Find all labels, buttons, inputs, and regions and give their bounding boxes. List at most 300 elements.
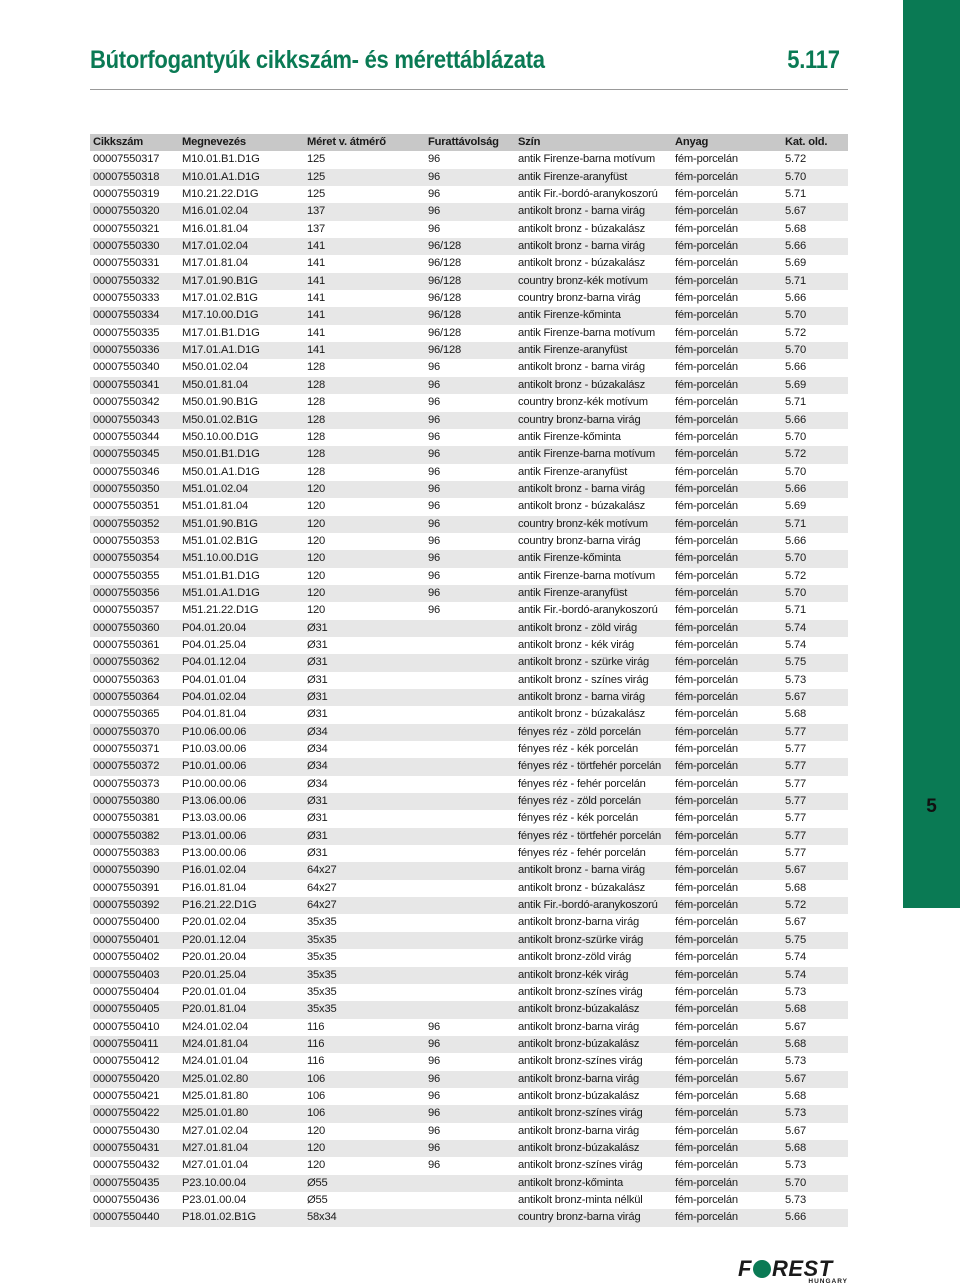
cell-material: fém-porcelán (675, 847, 738, 860)
cell-article-number: 00007550344 (93, 430, 160, 443)
cell-catalog-page: 5.72 (785, 326, 806, 339)
table-row (90, 1053, 848, 1070)
cell-catalog-page: 5.71 (785, 604, 806, 617)
cell-material: fém-porcelán (675, 708, 738, 721)
cell-material: fém-porcelán (672, 1140, 782, 1157)
table-row (90, 793, 848, 810)
table-row (90, 1140, 848, 1157)
table-row (90, 914, 848, 931)
cell-article-number: 00007550340 (93, 361, 160, 374)
logo-globe-icon (753, 1260, 771, 1278)
cell-size: 116 (307, 1020, 325, 1033)
cell-material: fém-porcelán (672, 342, 782, 359)
cell-color: antikolt bronz - színes virág (518, 673, 649, 686)
cell-catalog-page: 5.71 (782, 516, 848, 533)
table-row (90, 1209, 848, 1226)
cell-hole-distance (425, 967, 515, 984)
cell-article-number: 00007550382 (90, 828, 179, 845)
cell-hole-distance: 96 (428, 1020, 441, 1033)
cell-hole-distance (425, 793, 515, 810)
cell-material: fém-porcelán (672, 273, 782, 290)
cell-hole-distance (425, 1192, 515, 1209)
cell-name: M50.01.81.04 (179, 377, 304, 394)
header-color: Szín (515, 134, 672, 151)
cell-material: fém-porcelán (675, 326, 738, 339)
cell-article-number: 00007550334 (90, 307, 179, 324)
cell-article-number: 00007550431 (90, 1140, 179, 1157)
cell-catalog-page: 5.71 (785, 188, 806, 201)
cell-hole-distance: 96 (425, 446, 515, 463)
cell-name: P10.03.00.06 (182, 743, 247, 756)
cell-material: fém-porcelán (672, 1036, 782, 1053)
cell-hole-distance: 96 (428, 1089, 441, 1102)
cell-catalog-page: 5.68 (782, 1001, 848, 1018)
cell-material: fém-porcelán (672, 446, 782, 463)
cell-article-number: 00007550391 (93, 881, 160, 894)
cell-article-number: 00007550356 (90, 585, 179, 602)
cell-catalog-page: 5.66 (785, 534, 806, 547)
cell-catalog-page: 5.67 (782, 689, 848, 706)
cell-name: P04.01.81.04 (182, 708, 247, 721)
cell-name: M51.01.B1.D1G (182, 569, 260, 582)
cell-name: M51.21.22.D1G (182, 604, 259, 617)
cell-name: M25.01.02.80 (179, 1071, 304, 1088)
cell-article-number: 00007550319 (93, 188, 160, 201)
cell-material: fém-porcelán (672, 689, 782, 706)
cell-name: P10.06.00.06 (179, 724, 304, 741)
cell-size: 120 (307, 1124, 326, 1137)
cell-size: 128 (307, 361, 326, 374)
cell-size: Ø31 (307, 812, 328, 825)
cell-article-number: 00007550355 (93, 569, 160, 582)
cell-hole-distance: 96 (425, 516, 515, 533)
cell-article-number: 00007550404 (93, 985, 160, 998)
cell-color: fényes réz - kék porcelán (518, 812, 638, 825)
cell-size: 120 (307, 604, 326, 617)
cell-size: 141 (307, 257, 326, 270)
cell-article-number: 00007550352 (90, 516, 179, 533)
cell-catalog-page: 5.75 (782, 932, 848, 949)
cell-name: M50.01.90.B1G (182, 396, 258, 409)
logo-letters-rest: REST (771, 1256, 833, 1281)
cell-material: fém-porcelán (675, 153, 738, 166)
cell-material: fém-porcelán (672, 238, 782, 255)
table-row (90, 342, 848, 359)
cell-hole-distance: 96 (425, 585, 515, 602)
table-row (90, 984, 848, 1001)
cell-name: P13.01.00.06 (179, 828, 304, 845)
cell-name: M50.01.B1.D1G (179, 446, 304, 463)
cell-hole-distance (425, 932, 515, 949)
cell-size: 116 (304, 1036, 425, 1053)
cell-size: Ø31 (304, 620, 425, 637)
cell-catalog-page: 5.77 (785, 812, 806, 825)
cell-article-number: 00007550436 (93, 1193, 160, 1206)
cell-color: antikolt bronz-barna virág (518, 1124, 640, 1137)
cell-catalog-page: 5.77 (785, 777, 806, 790)
cell-catalog-page: 5.73 (785, 1055, 806, 1068)
table-row (90, 359, 848, 376)
cell-name: M10.01.A1.D1G (179, 169, 304, 186)
cell-color: antikolt bronz - búzakalász (518, 222, 646, 235)
cell-article-number: 00007550321 (93, 222, 160, 235)
cell-catalog-page: 5.66 (785, 361, 806, 374)
cell-name: P16.21.22.D1G (179, 897, 304, 914)
table-header-row (90, 134, 848, 151)
header-article-number: Cikkszám (90, 134, 179, 151)
cell-catalog-page: 5.73 (785, 985, 806, 998)
cell-catalog-page: 5.74 (785, 638, 806, 651)
table-row (90, 741, 848, 758)
cell-catalog-page: 5.67 (785, 1020, 806, 1033)
cell-hole-distance: 96 (425, 1140, 515, 1157)
cell-article-number: 00007550363 (93, 673, 160, 686)
cell-size: 128 (307, 465, 326, 478)
table-row (90, 255, 848, 272)
cell-hole-distance: 96 (428, 604, 441, 617)
cell-color: antikolt bronz-barna virág (518, 916, 640, 929)
cell-hole-distance: 96 (428, 188, 441, 201)
table-row (90, 446, 848, 463)
cell-size: Ø31 (304, 828, 425, 845)
cell-material: fém-porcelán (675, 430, 738, 443)
cell-name: M17.01.B1.D1G (182, 326, 260, 339)
cell-article-number: 00007550336 (90, 342, 179, 359)
cell-size: 141 (304, 307, 425, 324)
table-row (90, 186, 848, 203)
cell-size: 64x27 (304, 862, 425, 879)
chapter-side-tab (903, 0, 960, 908)
cell-size: 106 (304, 1105, 425, 1122)
cell-hole-distance (425, 776, 515, 793)
cell-hole-distance: 96 (428, 222, 441, 235)
cell-size: 120 (304, 1140, 425, 1157)
cell-article-number: 00007550317 (93, 153, 160, 166)
table-row (90, 325, 848, 342)
cell-hole-distance: 96 (428, 396, 441, 409)
cell-hole-distance (425, 984, 515, 1001)
page-title: Bútorfogantyúk cikkszám- és mérettáblázata (90, 46, 545, 74)
cell-material: fém-porcelán (675, 604, 738, 617)
cell-size: 125 (307, 153, 326, 166)
table-row (90, 620, 848, 637)
cell-size: Ø31 (307, 638, 328, 651)
cell-material: fém-porcelán (672, 897, 782, 914)
cell-color: antikolt bronz-búzakalász (515, 1140, 672, 1157)
cell-name: M50.10.00.D1G (182, 430, 259, 443)
cell-material: fém-porcelán (672, 724, 782, 741)
cell-size: 35x35 (307, 985, 337, 998)
cell-article-number: 00007550365 (93, 708, 160, 721)
cell-material: fém-porcelán (675, 777, 738, 790)
cell-material: fém-porcelán (675, 292, 738, 305)
cell-article-number: 00007550362 (90, 654, 179, 671)
table-row (90, 464, 848, 481)
cell-size: 120 (304, 481, 425, 498)
cell-color: antikolt bronz-barna virág (515, 1071, 672, 1088)
cell-catalog-page: 5.71 (785, 396, 806, 409)
cell-catalog-page: 5.77 (782, 724, 848, 741)
cell-hole-distance (425, 741, 515, 758)
cell-name: M27.01.01.04 (182, 1159, 249, 1172)
cell-color: antikolt bronz-minta nélkül (518, 1193, 643, 1206)
cell-name: M50.01.02.B1G (179, 412, 304, 429)
cell-color: antik Firenze-barna motívum (515, 446, 672, 463)
cell-hole-distance: 96/128 (428, 257, 462, 270)
cell-size: 120 (307, 569, 326, 582)
cell-material: fém-porcelán (675, 1193, 738, 1206)
cell-name: M17.01.81.04 (182, 257, 249, 270)
cell-name: P20.01.02.04 (182, 916, 247, 929)
cell-size: 137 (304, 203, 425, 220)
cell-size: 141 (304, 238, 425, 255)
cell-name: M17.01.90.B1G (179, 273, 304, 290)
cell-hole-distance (425, 845, 515, 862)
cell-hole-distance (425, 689, 515, 706)
cell-hole-distance (425, 724, 515, 741)
cell-size: 141 (304, 342, 425, 359)
cell-catalog-page: 5.68 (782, 1140, 848, 1157)
cell-name: P04.01.01.04 (182, 673, 247, 686)
cell-color: fényes réz - fehér porcelán (518, 777, 646, 790)
cell-catalog-page: 5.74 (782, 967, 848, 984)
table-row (90, 169, 848, 186)
table-row (90, 550, 848, 567)
cell-size: 120 (304, 550, 425, 567)
cell-article-number: 00007550318 (90, 169, 179, 186)
header-material: Anyag (672, 134, 782, 151)
cell-material: fém-porcelán (675, 1055, 738, 1068)
cell-article-number: 00007550354 (90, 550, 179, 567)
table-row (90, 758, 848, 775)
cell-catalog-page: 5.68 (785, 881, 806, 894)
table-row (90, 498, 848, 515)
cell-size: 35x35 (304, 967, 425, 984)
table-row (90, 897, 848, 914)
cell-material: fém-porcelán (672, 828, 782, 845)
cell-hole-distance: 96/128 (428, 326, 462, 339)
cell-catalog-page: 5.66 (782, 481, 848, 498)
cell-material: fém-porcelán (672, 1209, 782, 1226)
cell-hole-distance (425, 1001, 515, 1018)
cell-name: M51.01.02.04 (179, 481, 304, 498)
chapter-number: 5 (926, 796, 937, 817)
cell-name: P20.01.12.04 (179, 932, 304, 949)
cell-article-number: 00007550432 (93, 1159, 160, 1172)
table-row (90, 1192, 848, 1209)
cell-color: antikolt bronz-színes virág (518, 985, 643, 998)
cell-material: fém-porcelán (672, 862, 782, 879)
cell-hole-distance: 96/128 (428, 292, 462, 305)
cell-material: fém-porcelán (672, 1105, 782, 1122)
cell-hole-distance: 96 (425, 1071, 515, 1088)
cell-name: P13.06.00.06 (179, 793, 304, 810)
cell-catalog-page: 5.77 (782, 828, 848, 845)
cell-size: Ø55 (307, 1193, 328, 1206)
cell-material: fém-porcelán (672, 967, 782, 984)
cell-name: P10.01.00.06 (179, 758, 304, 775)
cell-size: Ø31 (307, 673, 328, 686)
cell-catalog-page: 5.73 (785, 1193, 806, 1206)
cell-size: 120 (307, 1159, 326, 1172)
cell-catalog-page: 5.66 (782, 238, 848, 255)
cell-article-number: 00007550392 (90, 897, 179, 914)
cell-article-number: 00007550383 (93, 847, 160, 860)
cell-catalog-page: 5.72 (785, 569, 806, 582)
cell-catalog-page: 5.74 (782, 620, 848, 637)
cell-name: P04.01.12.04 (179, 654, 304, 671)
cell-article-number: 00007550346 (93, 465, 160, 478)
cell-catalog-page: 5.73 (782, 1105, 848, 1122)
cell-size: Ø34 (304, 724, 425, 741)
cell-size: 35x35 (307, 951, 337, 964)
cell-article-number: 00007550353 (93, 534, 160, 547)
cell-hole-distance (425, 654, 515, 671)
cell-size: 128 (304, 377, 425, 394)
cell-color: antikolt bronz - barna virág (515, 481, 672, 498)
cell-catalog-page: 5.73 (785, 673, 806, 686)
cell-name: M17.01.02.04 (179, 238, 304, 255)
cell-name: P20.01.20.04 (182, 951, 247, 964)
cell-color: antikolt bronz-zöld virág (518, 951, 632, 964)
cell-material: fém-porcelán (675, 916, 738, 929)
cell-article-number: 00007550343 (90, 412, 179, 429)
cell-size: 35x35 (304, 1001, 425, 1018)
cell-color: antikolt bronz-színes virág (515, 1105, 672, 1122)
cell-material: fém-porcelán (672, 620, 782, 637)
cell-name: P10.00.00.06 (182, 777, 247, 790)
table-row (90, 1123, 848, 1140)
cell-color: antik Firenze-barna motívum (518, 569, 655, 582)
cell-material: fém-porcelán (672, 758, 782, 775)
cell-article-number: 00007550350 (90, 481, 179, 498)
cell-article-number: 00007550435 (90, 1175, 179, 1192)
cell-color: fényes réz - törtfehér porcelán (515, 828, 672, 845)
cell-catalog-page: 5.66 (782, 1209, 848, 1226)
table-row (90, 1175, 848, 1192)
logo-letter-f: F (738, 1256, 752, 1281)
cell-material: fém-porcelán (672, 932, 782, 949)
cell-article-number: 00007550422 (90, 1105, 179, 1122)
cell-catalog-page: 5.73 (785, 1159, 806, 1172)
cell-catalog-page: 5.70 (782, 550, 848, 567)
cell-size: 141 (307, 326, 326, 339)
cell-catalog-page: 5.68 (785, 222, 806, 235)
cell-material: fém-porcelán (672, 516, 782, 533)
table-row (90, 602, 848, 619)
cell-size: 106 (304, 1071, 425, 1088)
table-row (90, 238, 848, 255)
handle-size-table (90, 134, 848, 1227)
cell-material: fém-porcelán (675, 569, 738, 582)
cell-article-number: 00007550440 (90, 1209, 179, 1226)
cell-color: antikolt bronz-búzakalász (515, 1036, 672, 1053)
cell-name: M51.10.00.D1G (179, 550, 304, 567)
cell-size: Ø34 (307, 777, 328, 790)
cell-name: P18.01.02.B1G (179, 1209, 304, 1226)
cell-catalog-page: 5.68 (785, 1089, 806, 1102)
cell-article-number: 00007550342 (93, 396, 160, 409)
cell-hole-distance: 96 (425, 377, 515, 394)
cell-name: M50.01.02.04 (182, 361, 249, 374)
cell-catalog-page: 5.72 (782, 446, 848, 463)
cell-hole-distance: 96 (428, 361, 441, 374)
cell-size: Ø31 (304, 793, 425, 810)
cell-color: antik Firenze-aranyfüst (515, 585, 672, 602)
cell-hole-distance: 96/128 (425, 238, 515, 255)
cell-hole-distance: 96 (428, 1124, 441, 1137)
cell-size: 58x34 (304, 1209, 425, 1226)
cell-catalog-page: 5.77 (782, 758, 848, 775)
cell-size: Ø34 (307, 743, 328, 756)
cell-color: antikolt bronz-kőminta (515, 1175, 672, 1192)
cell-color: antikolt bronz-színes virág (518, 1159, 643, 1172)
cell-catalog-page: 5.67 (782, 862, 848, 879)
cell-color: antikolt bronz-kék virág (515, 967, 672, 984)
cell-catalog-page: 5.70 (782, 307, 848, 324)
cell-name: M16.01.02.04 (179, 203, 304, 220)
cell-article-number: 00007550430 (93, 1124, 160, 1137)
table-row (90, 429, 848, 446)
cell-color: antikolt bronz - búzakalász (518, 500, 646, 513)
table-row (90, 412, 848, 429)
cell-hole-distance (425, 637, 515, 654)
cell-hole-distance (425, 706, 515, 723)
cell-color: country bronz-barna virág (515, 1209, 672, 1226)
table-row (90, 1088, 848, 1105)
table-row (90, 1071, 848, 1088)
cell-name: P20.01.25.04 (179, 967, 304, 984)
cell-catalog-page: 5.66 (782, 412, 848, 429)
cell-catalog-page: 5.70 (782, 342, 848, 359)
table-row (90, 585, 848, 602)
cell-catalog-page: 5.77 (785, 743, 806, 756)
cell-color: fényes réz - zöld porcelán (515, 793, 672, 810)
cell-catalog-page: 5.72 (785, 153, 806, 166)
cell-name: M10.01.B1.D1G (182, 153, 260, 166)
cell-hole-distance: 96/128 (425, 273, 515, 290)
cell-article-number: 00007550330 (90, 238, 179, 255)
cell-material: fém-porcelán (672, 169, 782, 186)
cell-size: 125 (304, 169, 425, 186)
cell-material: fém-porcelán (672, 203, 782, 220)
cell-material: fém-porcelán (675, 1020, 738, 1033)
table-row (90, 394, 848, 411)
cell-material: fém-porcelán (675, 1159, 738, 1172)
cell-catalog-page: 5.77 (782, 793, 848, 810)
table-row (90, 151, 848, 168)
table-row (90, 724, 848, 741)
cell-catalog-page: 5.67 (782, 203, 848, 220)
cell-color: antik Firenze-aranyfüst (515, 342, 672, 359)
cell-name: M17.01.02.B1G (182, 292, 258, 305)
table-row (90, 845, 848, 862)
cell-catalog-page: 5.74 (785, 951, 806, 964)
cell-color: antikolt bronz - barna virág (518, 361, 645, 374)
cell-name: P04.01.25.04 (182, 638, 247, 651)
table-row (90, 637, 848, 654)
cell-article-number: 00007550412 (93, 1055, 160, 1068)
cell-article-number: 00007550370 (90, 724, 179, 741)
cell-color: fényes réz - zöld porcelán (515, 724, 672, 741)
cell-article-number: 00007550320 (90, 203, 179, 220)
cell-material: fém-porcelán (675, 673, 738, 686)
cell-article-number: 00007550410 (93, 1020, 160, 1033)
cell-material: fém-porcelán (675, 951, 738, 964)
cell-hole-distance: 96 (428, 465, 441, 478)
cell-color: country bronz-barna virág (518, 292, 641, 305)
table-row (90, 862, 848, 879)
